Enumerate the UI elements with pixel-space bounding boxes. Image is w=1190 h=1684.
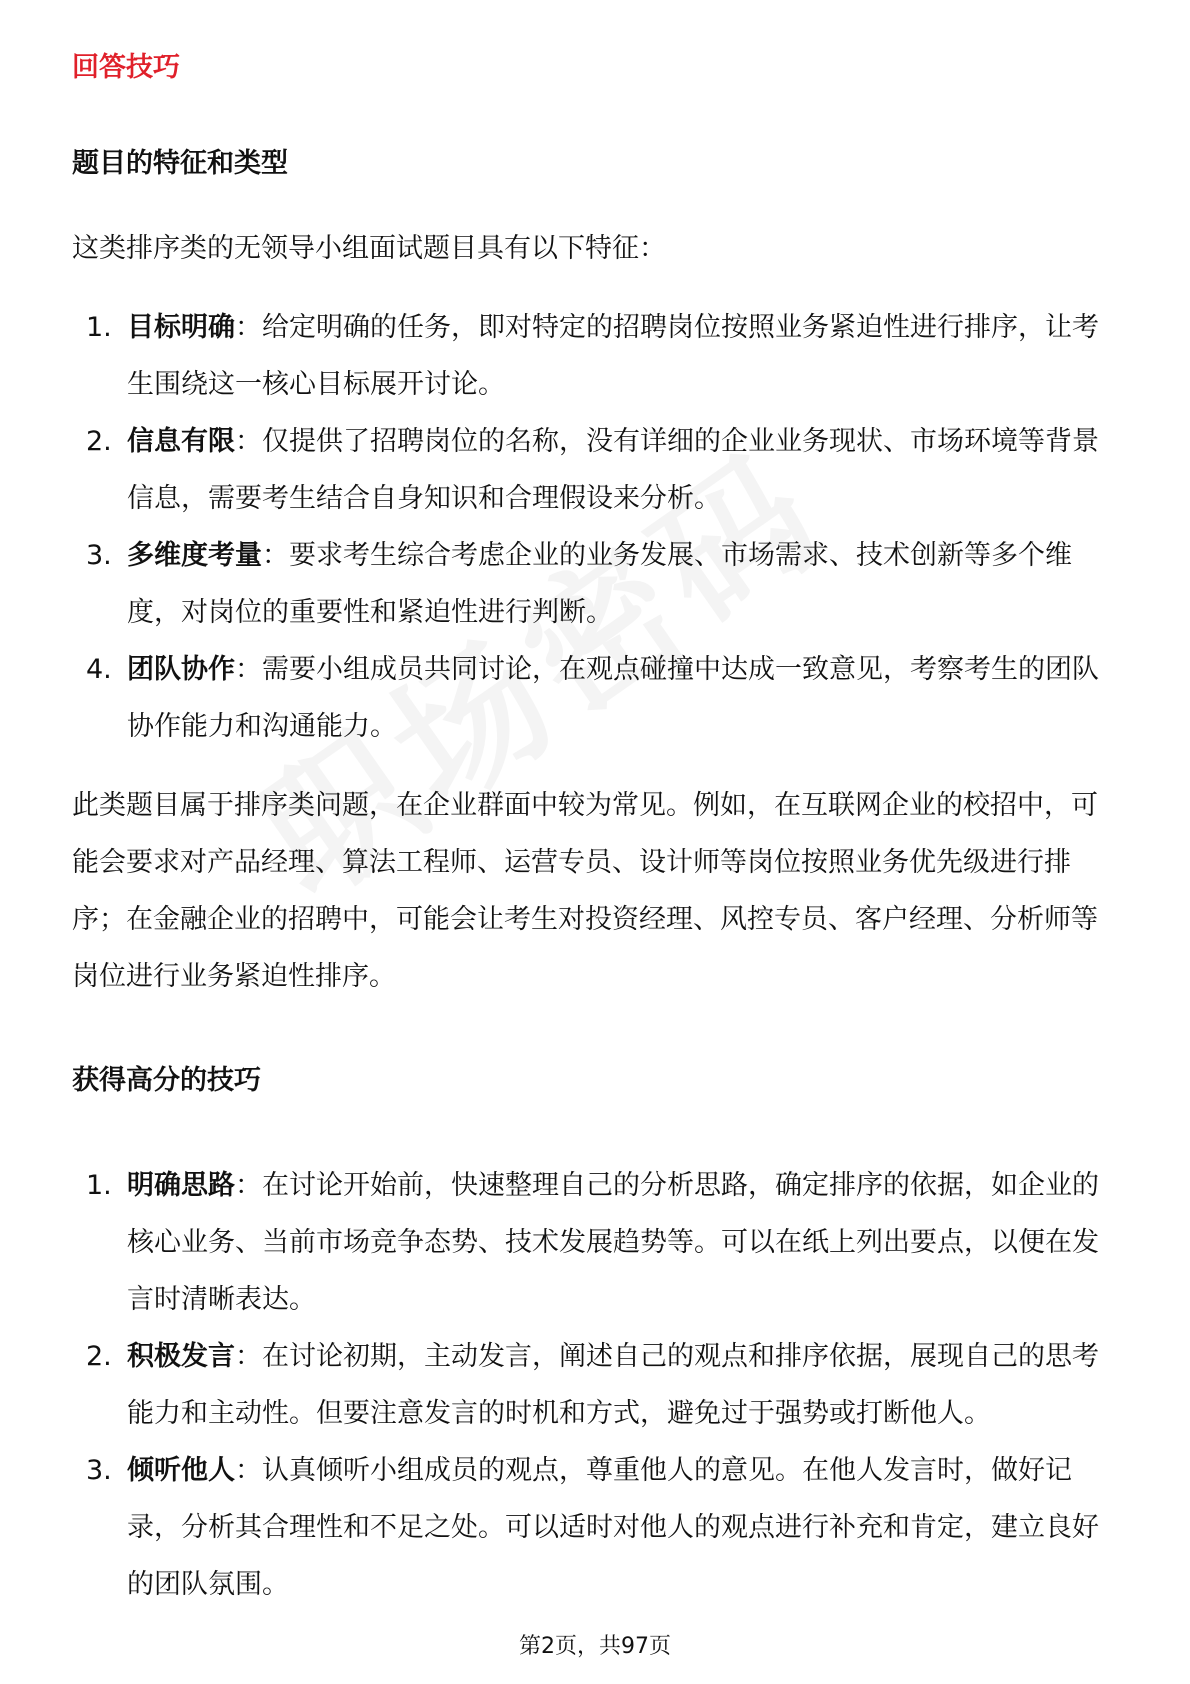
list-item (72, 641, 1118, 755)
item-text: 要求考生综合考虑企业的业务发展、市场需求、技术创新等多个维度，对岗位的重要性和紧迫性进行判断。 (127, 540, 1072, 628)
item-text: 在讨论初期，主动发言，阐述自己的观点和排序依据，展现自己的思考能力和主动性。但要注意发言的时机和方式，避免过于强势或打断他人。 (127, 1341, 1099, 1429)
heading-features: 题目的特征和类型 (72, 148, 288, 179)
summary-paragraph: 此类题目属于排序类问题，在企业群面中较为常见。例如，在互联网企业的校招中，可能会要求对产品经理、算法工程师、运营专员、设计师等岗位按照业务优先级进行排序；在金融企业的招聘中，可能会让考生对投资经理、风控专员、客户经理、分析师等岗位进行业务紧迫性排序。 (72, 790, 1098, 992)
list-item (72, 1157, 1118, 1328)
item-text: 需要小组成员共同讨论，在观点碰撞中达成一致意见，考察考生的团队协作能力和沟通能力。 (127, 654, 1099, 742)
item-text: 仅提供了招聘岗位的名称，没有详细的企业业务现状、市场环境等背景信息，需要考生结合自身知识和合理假设来分析。 (127, 426, 1099, 514)
item-text: 认真倾听小组成员的观点，尊重他人的意见。在他人发言时，做好记录，分析其合理性和不足之处。可以适时对他人的观点进行补充和肯定，建立良好的团队氛围。 (127, 1455, 1099, 1600)
item-separator: ： (235, 654, 262, 685)
item-term: 明确思路 (127, 1170, 235, 1201)
list-number: 3. (86, 540, 112, 571)
item-term: 团队协作 (127, 654, 235, 685)
item-separator: ： (235, 1455, 262, 1486)
list-item (72, 1442, 1118, 1613)
item-separator: ： (235, 1341, 262, 1372)
item-term: 倾听他人 (127, 1455, 235, 1486)
list-item (72, 527, 1118, 641)
item-text: 给定明确的任务，即对特定的招聘岗位按照业务紧迫性进行排序，让考生围绕这一核心目标展开讨论。 (127, 312, 1099, 400)
tips-list (72, 1157, 1118, 1613)
intro-paragraph: 这类排序类的无领导小组面试题目具有以下特征： (72, 233, 666, 264)
item-separator: ： (235, 312, 262, 343)
list-number: 2. (86, 426, 112, 457)
document-body (72, 48, 1118, 1613)
list-item (72, 299, 1118, 413)
features-list (72, 299, 1118, 755)
item-term: 信息有限 (127, 426, 235, 457)
list-number: 4. (86, 654, 112, 685)
list-item (72, 1328, 1118, 1442)
list-number: 1. (86, 312, 112, 343)
item-separator: ： (235, 426, 262, 457)
list-number: 1. (86, 1170, 112, 1201)
item-term: 积极发言 (127, 1341, 235, 1372)
list-item (72, 413, 1118, 527)
item-separator: ： (235, 1170, 262, 1201)
item-text: 在讨论开始前，快速整理自己的分析思路，确定排序的依据，如企业的核心业务、当前市场竞争态势、技术发展趋势等。可以在纸上列出要点，以便在发言时清晰表达。 (127, 1170, 1099, 1315)
list-number: 3. (86, 1455, 112, 1486)
item-term: 目标明确 (127, 312, 235, 343)
list-number: 2. (86, 1341, 112, 1372)
item-separator: ： (262, 540, 289, 571)
page-number: 第2页，共97页 (519, 1634, 671, 1659)
item-term: 多维度考量 (127, 540, 262, 571)
heading-tips: 获得高分的技巧 (72, 1065, 261, 1096)
section-title: 回答技巧 (72, 52, 180, 83)
